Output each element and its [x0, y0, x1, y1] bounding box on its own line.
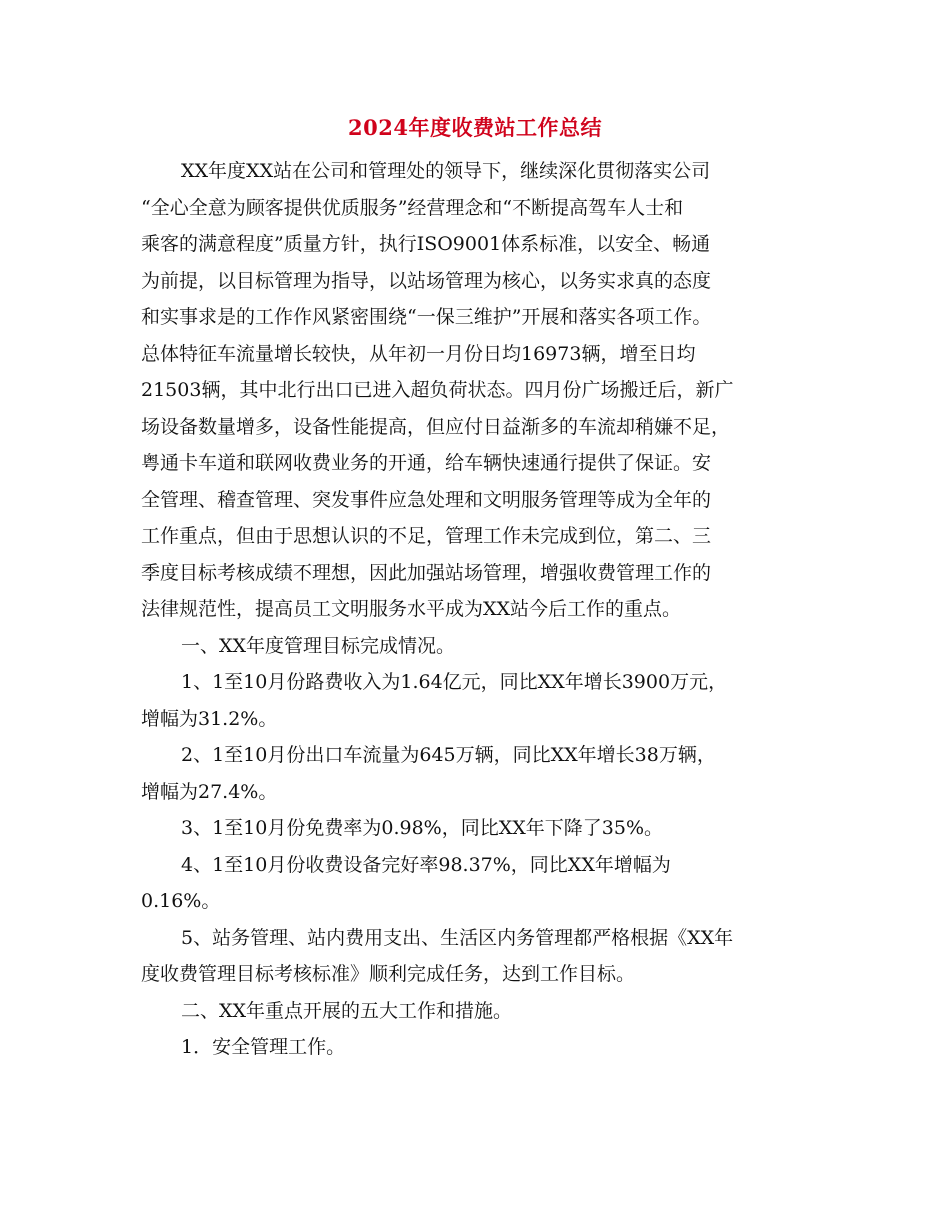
text-line: 二、XX年重点开展的五大工作和措施。 — [181, 999, 513, 1022]
text-line: 乘客的满意程度”质量方针，执行ISO9001体系标准，以安全、畅通 — [141, 233, 711, 255]
text-line: 和实事求是的工作作风紧密围绕“一保三维护”开展和落实各项工作。 — [141, 306, 712, 328]
text-line: 2、1至10月份出口车流量为645万辆，同比XX年增长38万辆， — [181, 744, 716, 766]
text-line: 增幅为27.4%。 — [141, 780, 278, 803]
text-line: 1．安全管理工作。 — [181, 1036, 346, 1058]
text-line: 4、1至10月份收费设备完好率98.37%，同比XX年增幅为 — [181, 853, 671, 876]
document-title: 2024年度收费站工作总结 — [348, 115, 602, 140]
text-line: 0.16%。 — [141, 890, 221, 912]
text-line: XX年度XX站在公司和管理处的领导下，继续深化贯彻落实公司 — [181, 160, 711, 182]
text-line: 度收费管理目标考核标准》顺利完成任务，达到工作目标。 — [141, 963, 636, 985]
text-line: 季度目标考核成绩不理想，因此加强站场管理，增强收费管理工作的 — [141, 561, 712, 584]
text-line: 一、XX年度管理目标完成情况。 — [181, 634, 456, 657]
text-line: 为前提，以目标管理为指导，以站场管理为核心，以务实求真的态度 — [141, 269, 712, 292]
text-line: 5、站务管理、站内费用支出、生活区内务管理都严格根据《XX年 — [181, 926, 734, 949]
text-line: 工作重点，但由于思想认识的不足，管理工作未完成到位，第二、三 — [141, 525, 712, 547]
text-line: 粤通卡车道和联网收费业务的开通，给车辆快速通行提供了保证。安 — [141, 452, 712, 474]
text-line: 3、1至10月份免费率为0.98%，同比XX年下降了35%。 — [181, 817, 663, 839]
text-line: 总体特征车流量增长较快，从年初一月份日均16973辆，增至日均 — [141, 342, 696, 365]
text-line: 增幅为31.2%。 — [141, 707, 278, 730]
text-line: 法律规范性，提高员工文明服务水平成为XX站今后工作的重点。 — [141, 598, 682, 620]
text-line: 场设备数量增多，设备性能提高，但应付日益渐多的车流却稍嫌不足， — [141, 415, 731, 438]
text-line: 全管理、稽查管理、突发事件应急处理和文明服务管理等成为全年的 — [141, 488, 712, 511]
text-line: 1、1至10月份路费收入为1.64亿元，同比XX年增长3900万元， — [181, 671, 728, 693]
text-line: “全心全意为顾客提供优质服务”经营理念和“不断提高驾车人士和 — [141, 196, 684, 219]
document-body — [141, 153, 811, 1066]
text-line: 21503辆，其中北行出口已进入超负荷状态。四月份广场搬迁后，新广 — [141, 379, 734, 401]
